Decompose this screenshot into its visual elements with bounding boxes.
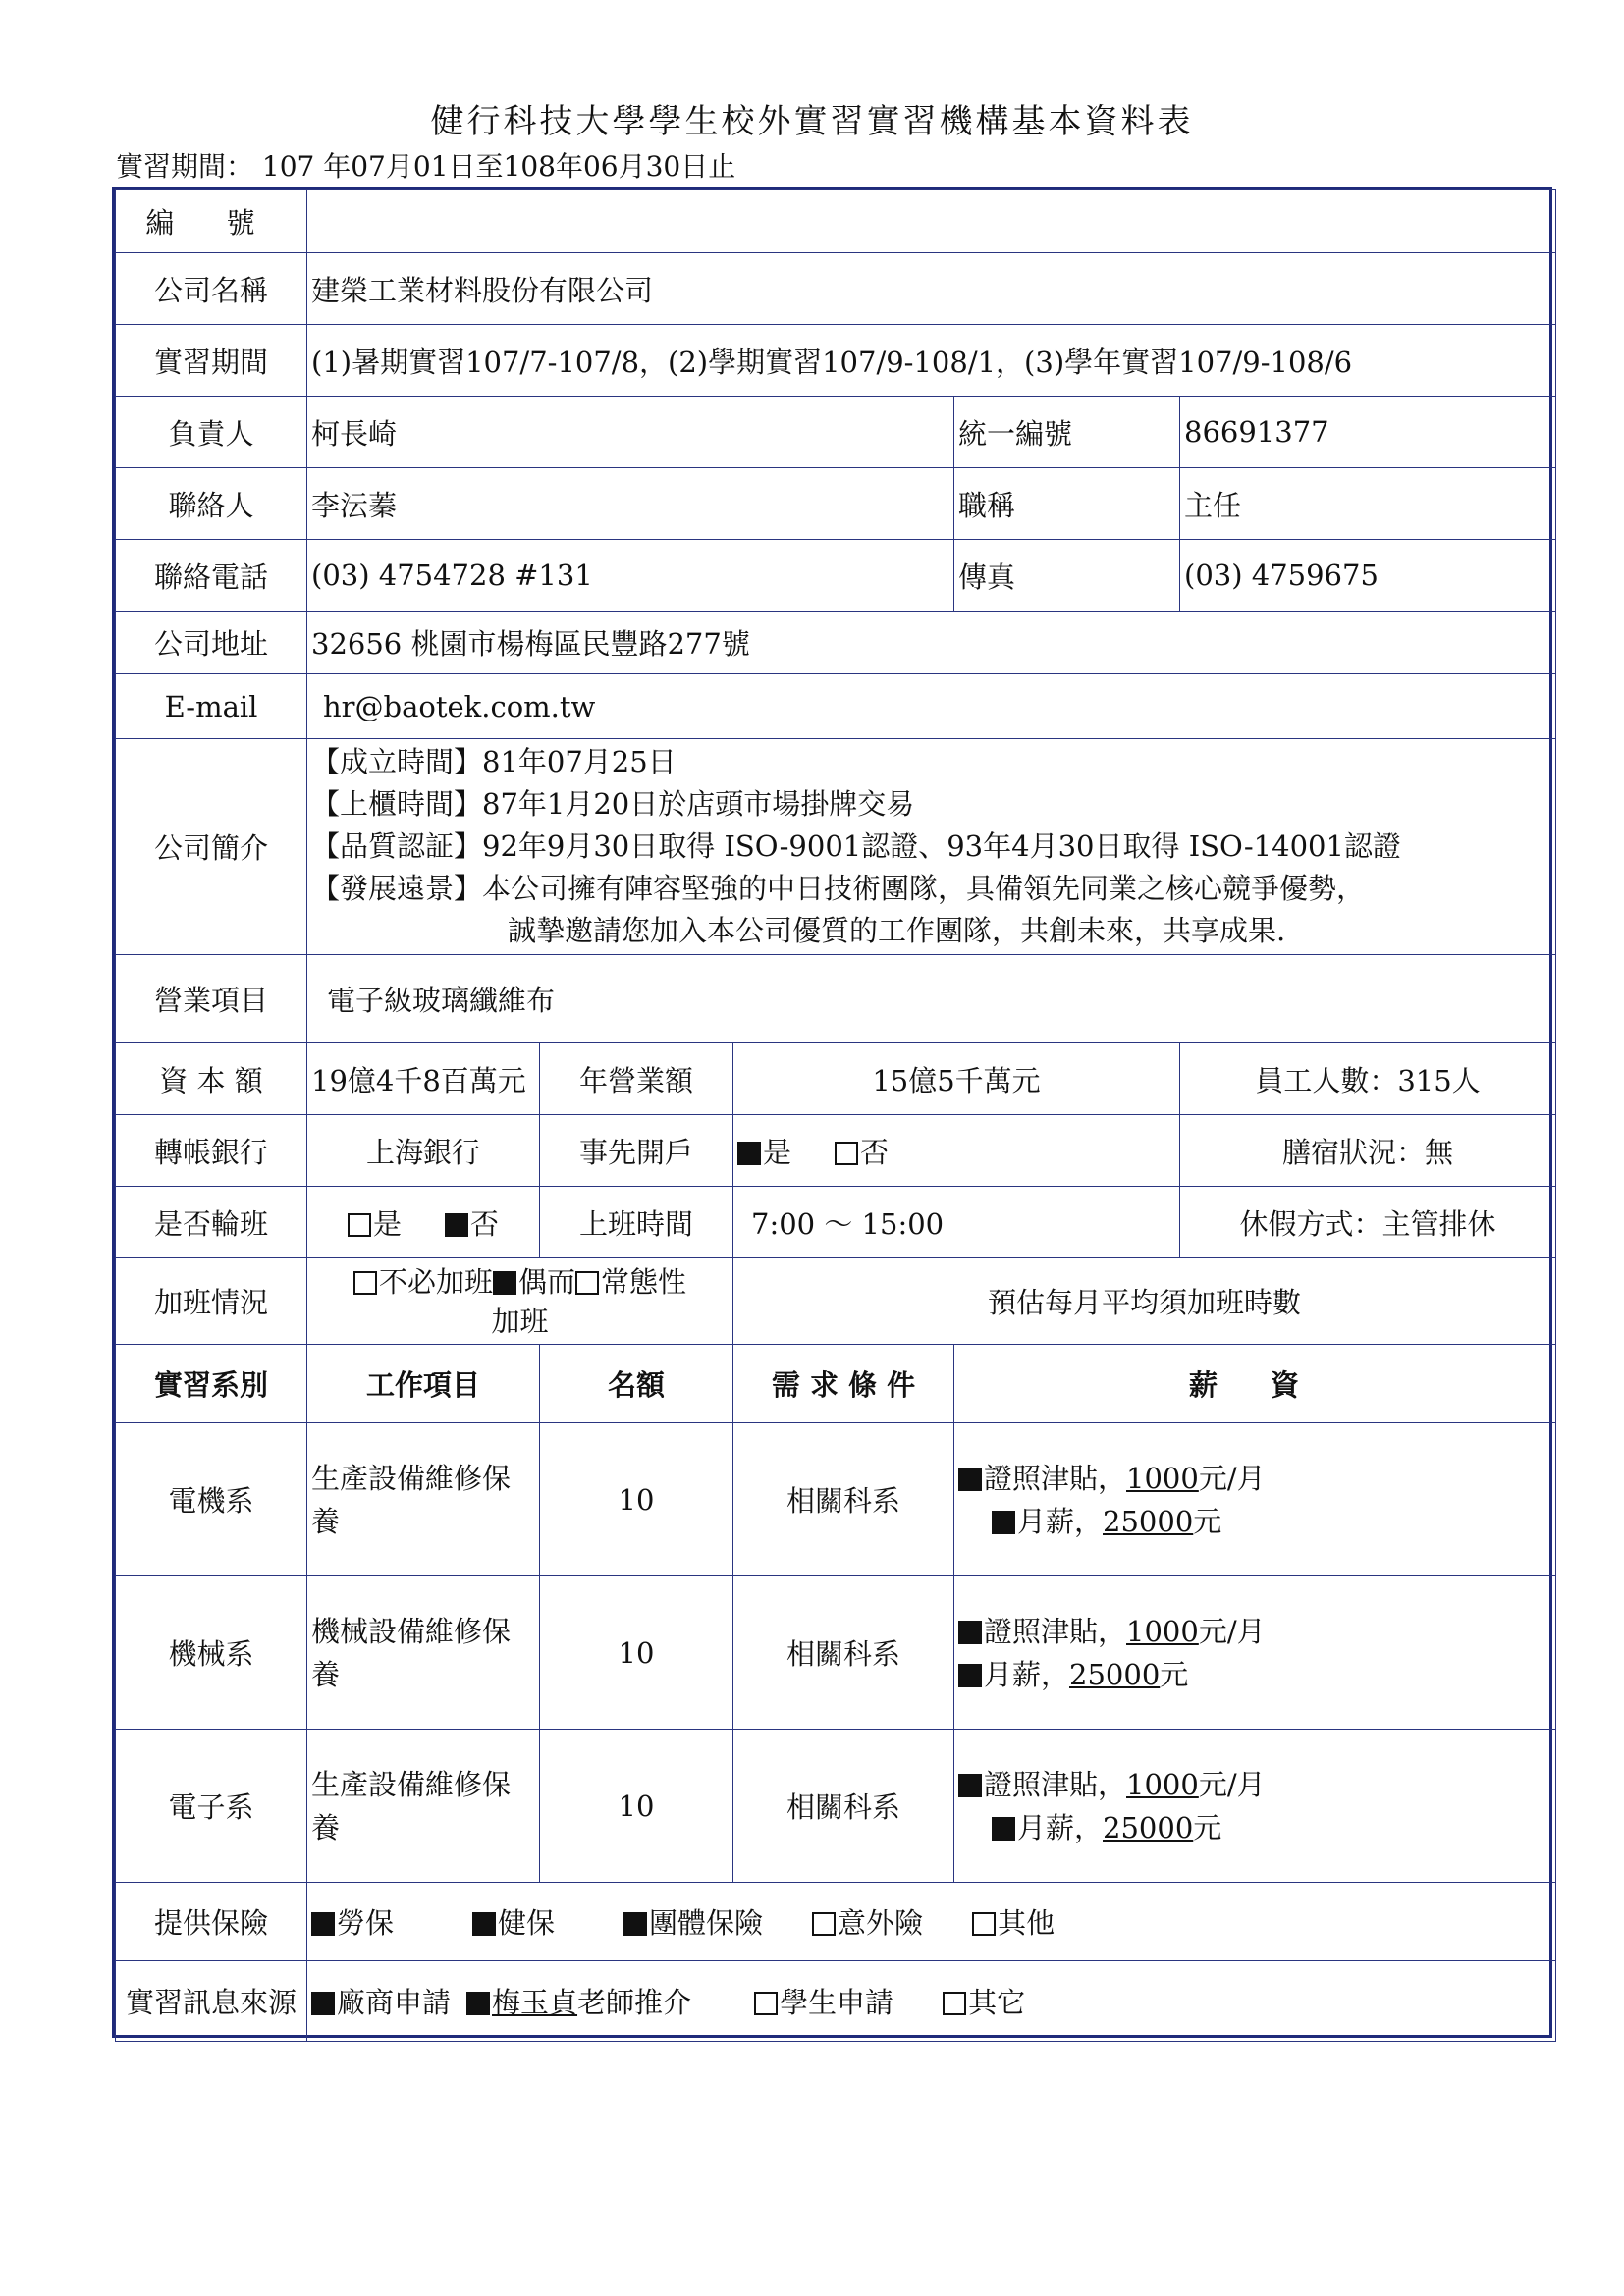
value-source [307,1961,1556,2042]
quota-cell: 10 [540,1576,733,1730]
label-business-items: 營業項目 [116,955,307,1043]
requirement-cell: 相關科系 [733,1730,954,1883]
value-profile [307,739,1556,955]
salary-unit: 元 [1193,1504,1222,1538]
quota-cell: 10 [540,1730,733,1883]
shift-yes-label: 是 [372,1206,402,1241]
value-fax: (03) 4759675 [1180,540,1556,612]
value-employees: 員工人數：315人 [1180,1043,1556,1115]
value-insurance [307,1883,1556,1961]
allowance-label: 證照津貼， [984,1767,1127,1801]
salary-checkbox[interactable] [958,1664,982,1687]
value-transfer-bank: 上海銀行 [307,1115,540,1187]
row-contact [116,468,1556,540]
form-title: 健行科技大學學生校外實習實習機構基本資料表 [430,102,1194,141]
label-work-hours: 上班時間 [540,1187,733,1258]
table-row [116,1423,1556,1576]
value-job-title: 主任 [1180,468,1556,540]
value-overtime-estimate: 預估每月平均須加班時數 [733,1258,1556,1345]
value-company-name: 建榮工業材料股份有限公司 [307,253,1556,325]
requirement-cell: 相關科系 [733,1576,954,1730]
insurance-health-checkbox[interactable] [472,1912,496,1936]
allowance-amount: 1000 [1126,1461,1199,1495]
allowance-checkbox[interactable] [958,1468,982,1491]
source-teacher-suffix: 老師推介 [577,1986,692,2019]
pre-open-no-label: 否 [860,1135,890,1169]
row-company [116,253,1556,325]
allowance-amount: 1000 [1126,1767,1199,1801]
label-responsible-person: 負責人 [116,397,307,468]
job-cell: 生產設備維修保養 [307,1423,540,1576]
profile-listed: 【上櫃時間】87年1月20日於店頭市場掛牌交易 [311,787,915,821]
value-responsible-person: 柯長崎 [307,397,954,468]
label-job-title: 職稱 [954,468,1180,540]
label-annual-revenue: 年營業額 [540,1043,733,1115]
overtime-opt3-label: 常態性 [601,1264,687,1299]
insurance-accident-checkbox[interactable] [812,1912,836,1936]
header-quota: 名額 [540,1345,733,1423]
insurance-labor-checkbox[interactable] [311,1912,335,1936]
row-number [116,190,1556,253]
label-unified-number: 統一編號 [954,397,1180,468]
label-phone: 聯絡電話 [116,540,307,612]
salary-unit: 元 [1160,1657,1189,1691]
row-business [116,955,1556,1043]
shift-no-label: 否 [470,1206,500,1241]
label-fax: 傳真 [954,540,1180,612]
row-phone [116,540,1556,612]
dept-cell: 電機系 [116,1423,307,1576]
table-row [116,1576,1556,1730]
label-number: 編 號 [145,206,277,240]
value-business-items: 電子級玻璃纖維布 [307,955,1556,1043]
value-pre-open-account [733,1115,1180,1187]
overtime-none-checkbox[interactable] [353,1271,377,1295]
dept-cell: 機械系 [116,1576,307,1730]
insurance-group-checkbox[interactable] [623,1912,647,1936]
requirement-cell: 相關科系 [733,1423,954,1576]
overtime-regular-checkbox[interactable] [575,1271,599,1295]
profile-quality: 【品質認証】92年9月30日取得 ISO-9001認證、93年4月30日取得 ISO-14001認證 [311,829,1401,863]
info-form [112,187,1552,2038]
value-overtime-options [307,1258,733,1345]
header-salary: 薪 資 [954,1345,1556,1423]
salary-label: 月薪， [1017,1504,1104,1538]
salary-cell [954,1423,1556,1576]
label-profile: 公司簡介 [116,739,307,955]
label-company-name: 公司名稱 [116,253,307,325]
value-accommodation: 膳宿狀況：無 [1180,1115,1556,1187]
allowance-unit: 元/月 [1198,1614,1266,1648]
source-student-checkbox[interactable] [754,1992,778,2015]
shift-no-checkbox[interactable] [445,1213,468,1237]
profile-vision-2: 誠摯邀請您加入本公司優質的工作團隊，共創未來，共享成果. [508,914,1286,947]
quota-cell: 10 [540,1423,733,1576]
source-vendor-checkbox[interactable] [311,1992,335,2015]
allowance-amount: 1000 [1126,1614,1199,1648]
label-pre-open-account: 事先開戶 [540,1115,733,1187]
label-overtime: 加班情況 [116,1258,307,1345]
insurance-other-checkbox[interactable] [972,1912,996,1936]
job-cell: 機械設備維修保養 [307,1576,540,1730]
row-shift [116,1187,1556,1258]
allowance-label: 證照津貼， [984,1614,1127,1648]
salary-unit: 元 [1193,1810,1222,1844]
row-period [116,325,1556,397]
header-dept: 實習系別 [116,1345,307,1423]
label-capital: 資 本 額 [116,1043,307,1115]
allowance-label: 證照津貼， [984,1461,1127,1495]
value-phone: (03) 4754728 #131 [307,540,954,612]
overtime-occasional-checkbox[interactable] [493,1271,516,1295]
salary-amount: 25000 [1103,1504,1194,1538]
value-email: hr@baotek.com.tw [307,674,1556,739]
row-email [116,674,1556,739]
table-row [116,1730,1556,1883]
source-teacher-name: 梅玉貞 [492,1986,578,2019]
allowance-unit: 元/月 [1198,1767,1266,1801]
insurance-accident-label: 意外險 [838,1906,924,1940]
row-responsible [116,397,1556,468]
value-annual-revenue: 15億5千萬元 [733,1043,1180,1115]
dept-cell: 電子系 [116,1730,307,1883]
value-work-hours: 7:00 ～ 15:00 [733,1187,1180,1258]
value-contact-person: 李沄蓁 [307,468,954,540]
insurance-group-label: 團體保險 [649,1906,764,1940]
insurance-health-label: 健保 [498,1906,556,1940]
source-other-checkbox[interactable] [943,1992,966,2015]
salary-label: 月薪， [984,1657,1070,1691]
salary-label: 月薪， [1017,1810,1104,1844]
pre-open-yes-checkbox[interactable] [737,1142,761,1165]
source-vendor-label: 廠商申請 [337,1986,452,2019]
pre-open-yes-label: 是 [763,1135,792,1169]
overtime-opt3b-label: 加班 [491,1304,549,1338]
salary-cell [954,1576,1556,1730]
label-contact-person: 聯絡人 [116,468,307,540]
row-overtime [116,1258,1556,1345]
row-bank [116,1115,1556,1187]
allowance-checkbox[interactable] [958,1774,982,1797]
header-requirement: 需 求 條 件 [733,1345,954,1423]
label-source: 實習訊息來源 [116,1961,307,2042]
source-teacher-checkbox[interactable] [466,1992,490,2015]
overtime-opt1-label: 不必加班 [378,1264,493,1299]
value-unified-number: 86691377 [1180,397,1556,468]
shift-yes-checkbox[interactable] [348,1213,371,1237]
allowance-unit: 元/月 [1198,1461,1266,1495]
source-other-label: 其它 [968,1986,1026,2019]
value-leave: 休假方式：主管排休 [1180,1187,1556,1258]
salary-cell [954,1730,1556,1883]
insurance-labor-label: 勞保 [337,1906,395,1940]
value-shift-work [307,1187,540,1258]
row-insurance [116,1883,1556,1961]
label-email: E-mail [116,674,307,739]
internship-header-row [116,1345,1556,1423]
header-job: 工作項目 [307,1345,540,1423]
value-capital: 19億4千8百萬元 [307,1043,540,1115]
label-shift-work: 是否輪班 [116,1187,307,1258]
label-internship-period: 實習期間 [116,325,307,397]
label-transfer-bank: 轉帳銀行 [116,1115,307,1187]
form-table [115,189,1556,2042]
row-source [116,1961,1556,2042]
row-profile [116,739,1556,955]
salary-checkbox[interactable] [992,1511,1015,1534]
job-cell: 生產設備維修保養 [307,1730,540,1883]
period-line: 實習期間： 107 年07月01日至108年06月30日止 [116,150,736,183]
salary-amount: 25000 [1069,1657,1161,1691]
pre-open-no-checkbox[interactable] [835,1142,858,1165]
profile-vision-1: 【發展遠景】本公司擁有陣容堅強的中日技術團隊，具備領先同業之核心競爭優勢， [311,872,1366,905]
value-number [307,190,1556,253]
row-address [116,612,1556,674]
profile-founded: 【成立時間】81年07月25日 [311,745,677,778]
value-internship-period: (1)暑期實習107/7-107/8，(2)學期實習107/9-108/1，(3)學年實習107/9-108/6 [307,325,1556,397]
allowance-checkbox[interactable] [958,1621,982,1644]
insurance-other-label: 其他 [998,1906,1056,1940]
salary-amount: 25000 [1103,1810,1194,1844]
overtime-opt2-label: 偶而 [517,1264,575,1299]
label-insurance: 提供保險 [116,1883,307,1961]
row-capital [116,1043,1556,1115]
value-address: 32656 桃園市楊梅區民豐路277號 [307,612,1556,674]
source-student-label: 學生申請 [780,1986,894,2019]
label-address: 公司地址 [116,612,307,674]
salary-checkbox[interactable] [992,1817,1015,1841]
